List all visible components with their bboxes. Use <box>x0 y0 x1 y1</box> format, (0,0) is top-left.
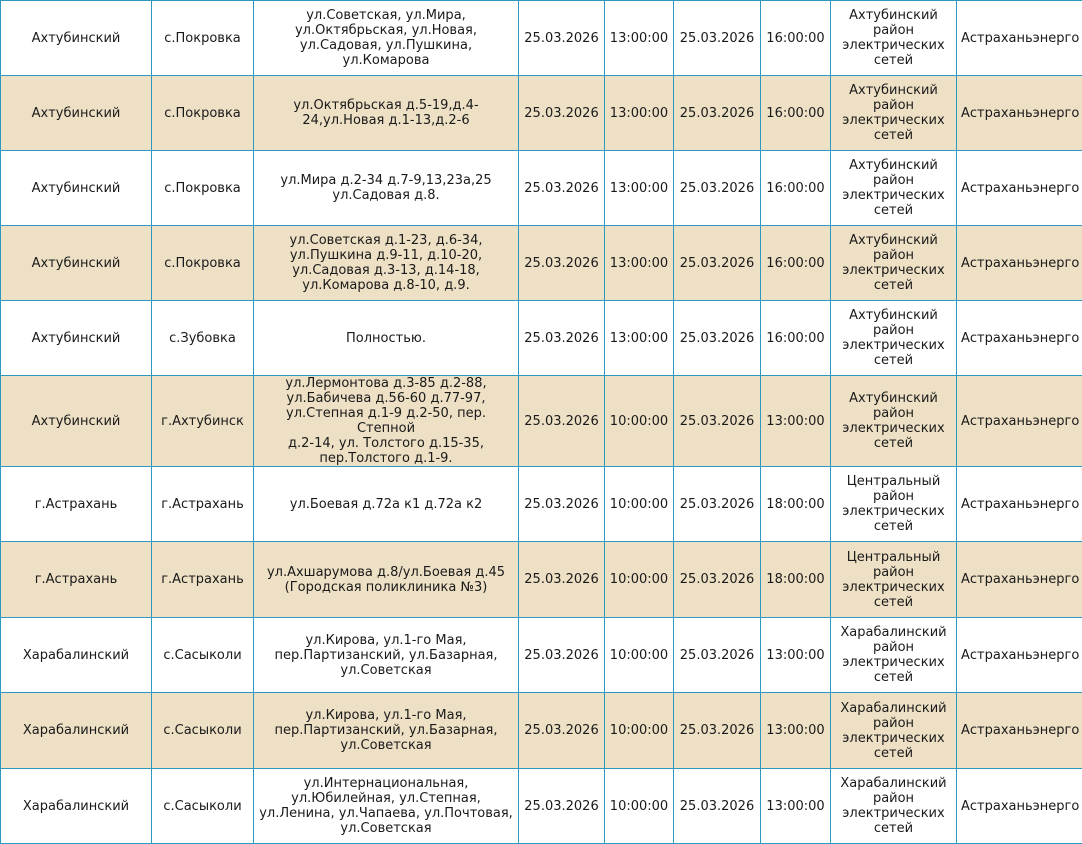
company-cell: Астраханьэнерго <box>957 76 1082 151</box>
streets-line: (Городская поликлиника №3) <box>258 580 514 595</box>
network-line: Ахтубинский <box>835 8 952 23</box>
start-time-cell: 13:00:00 <box>605 76 674 151</box>
settlement-cell: с.Покровка <box>152 1 254 76</box>
start-date-cell: 25.03.2026 <box>519 301 605 376</box>
network-cell <box>831 76 957 151</box>
network-line: район <box>835 173 952 188</box>
start-date-cell: 25.03.2026 <box>519 226 605 301</box>
company-cell: Астраханьэнерго <box>957 376 1082 467</box>
network-line: район <box>835 489 952 504</box>
company-cell: Астраханьэнерго <box>957 151 1082 226</box>
start-date-cell: 25.03.2026 <box>519 769 605 844</box>
start-date-cell: 25.03.2026 <box>519 151 605 226</box>
table-row <box>1 376 1082 467</box>
district-cell: г.Астрахань <box>1 467 152 542</box>
start-date-cell: 25.03.2026 <box>519 542 605 618</box>
table-row <box>1 301 1082 376</box>
table-row <box>1 542 1082 618</box>
network-line: район <box>835 565 952 580</box>
network-line: район <box>835 791 952 806</box>
start-time-cell: 10:00:00 <box>605 693 674 769</box>
streets-line: ул.Комарова д.8-10, д.9. <box>258 278 514 293</box>
network-line: сетей <box>835 436 952 451</box>
streets-line: ул.Лермонтова д.3-85 д.2-88, <box>258 376 514 391</box>
start-date-cell: 25.03.2026 <box>519 618 605 693</box>
end-time-cell: 16:00:00 <box>761 76 831 151</box>
network-line: сетей <box>835 128 952 143</box>
network-line: сетей <box>835 670 952 685</box>
table-row <box>1 226 1082 301</box>
end-time-cell: 18:00:00 <box>761 467 831 542</box>
start-time-cell: 10:00:00 <box>605 467 674 542</box>
network-line: Ахтубинский <box>835 308 952 323</box>
network-line: электрических <box>835 38 952 53</box>
network-line: район <box>835 98 952 113</box>
end-date-cell: 25.03.2026 <box>674 467 761 542</box>
network-line: сетей <box>835 278 952 293</box>
network-line: Ахтубинский <box>835 83 952 98</box>
streets-cell <box>254 151 519 226</box>
end-date-cell: 25.03.2026 <box>674 769 761 844</box>
start-time-cell: 13:00:00 <box>605 226 674 301</box>
start-date-cell: 25.03.2026 <box>519 76 605 151</box>
streets-cell <box>254 693 519 769</box>
streets-cell <box>254 467 519 542</box>
network-line: электрических <box>835 113 952 128</box>
end-time-cell: 13:00:00 <box>761 693 831 769</box>
streets-line: Полностью. <box>258 331 514 346</box>
start-time-cell: 10:00:00 <box>605 376 674 467</box>
streets-line: ул.Бабичева д.56-60 д.77-97, <box>258 391 514 406</box>
streets-line: ул.Ахшарумова д.8/ул.Боевая д.45 <box>258 565 514 580</box>
network-line: район <box>835 323 952 338</box>
streets-line: пер.Толстого д.1-9. <box>258 451 514 466</box>
end-time-cell: 16:00:00 <box>761 226 831 301</box>
district-cell: Ахтубинский <box>1 376 152 467</box>
streets-cell <box>254 301 519 376</box>
settlement-cell: с.Зубовка <box>152 301 254 376</box>
streets-line: ул.Кирова, ул.1-го Мая, <box>258 708 514 723</box>
settlement-cell: с.Сасыколи <box>152 618 254 693</box>
settlement-cell: с.Покровка <box>152 76 254 151</box>
streets-line: ул.Советская <box>258 663 514 678</box>
table-row <box>1 769 1082 844</box>
network-line: сетей <box>835 353 952 368</box>
network-cell <box>831 769 957 844</box>
end-date-cell: 25.03.2026 <box>674 226 761 301</box>
table-row <box>1 693 1082 769</box>
network-line: Харабалинский <box>835 625 952 640</box>
network-line: электрических <box>835 188 952 203</box>
streets-line: ул.Кирова, ул.1-го Мая, <box>258 633 514 648</box>
network-cell <box>831 376 957 467</box>
network-cell <box>831 301 957 376</box>
network-line: район <box>835 23 952 38</box>
start-time-cell: 10:00:00 <box>605 618 674 693</box>
network-cell <box>831 542 957 618</box>
streets-line: ул.Боевая д.72а к1 д.72а к2 <box>258 497 514 512</box>
streets-line: ул.Советская д.1-23, д.6-34, <box>258 233 514 248</box>
network-line: сетей <box>835 746 952 761</box>
district-cell: Ахтубинский <box>1 301 152 376</box>
outage-rows <box>1 1 1082 844</box>
end-date-cell: 25.03.2026 <box>674 301 761 376</box>
start-date-cell: 25.03.2026 <box>519 467 605 542</box>
district-cell: Харабалинский <box>1 618 152 693</box>
network-line: Центральный <box>835 550 952 565</box>
company-cell: Астраханьэнерго <box>957 226 1082 301</box>
network-line: Ахтубинский <box>835 233 952 248</box>
network-line: сетей <box>835 595 952 610</box>
start-date-cell: 25.03.2026 <box>519 376 605 467</box>
settlement-cell: г.Астрахань <box>152 467 254 542</box>
end-time-cell: 16:00:00 <box>761 1 831 76</box>
streets-line: ул.Садовая, ул.Пушкина, <box>258 38 514 53</box>
end-date-cell: 25.03.2026 <box>674 151 761 226</box>
end-time-cell: 13:00:00 <box>761 618 831 693</box>
end-date-cell: 25.03.2026 <box>674 618 761 693</box>
network-line: Ахтубинский <box>835 158 952 173</box>
network-line: электрических <box>835 504 952 519</box>
network-line: электрических <box>835 421 952 436</box>
end-time-cell: 18:00:00 <box>761 542 831 618</box>
start-time-cell: 13:00:00 <box>605 1 674 76</box>
settlement-cell: с.Сасыколи <box>152 769 254 844</box>
network-line: район <box>835 248 952 263</box>
settlement-cell: с.Покровка <box>152 226 254 301</box>
network-cell <box>831 618 957 693</box>
district-cell: Харабалинский <box>1 769 152 844</box>
company-cell: Астраханьэнерго <box>957 301 1082 376</box>
end-time-cell: 13:00:00 <box>761 376 831 467</box>
company-cell: Астраханьэнерго <box>957 1 1082 76</box>
network-cell <box>831 1 957 76</box>
streets-line: ул.Садовая д.3-13, д.14-18, <box>258 263 514 278</box>
end-date-cell: 25.03.2026 <box>674 1 761 76</box>
streets-line: ул.Степная д.1-9 д.2-50, пер. Степной <box>258 406 514 436</box>
table-row <box>1 151 1082 226</box>
settlement-cell: с.Сасыколи <box>152 693 254 769</box>
end-date-cell: 25.03.2026 <box>674 76 761 151</box>
company-cell: Астраханьэнерго <box>957 693 1082 769</box>
end-time-cell: 13:00:00 <box>761 769 831 844</box>
network-cell <box>831 151 957 226</box>
streets-line: ул.Мира д.2-34 д.7-9,13,23а,25 <box>258 173 514 188</box>
streets-line: ул.Комарова <box>258 53 514 68</box>
network-line: электрических <box>835 580 952 595</box>
streets-line: ул.Октябрьская, ул.Новая, <box>258 23 514 38</box>
network-cell <box>831 467 957 542</box>
network-line: электрических <box>835 655 952 670</box>
streets-line: ул.Юбилейная, ул.Степная, <box>258 791 514 806</box>
network-line: электрических <box>835 263 952 278</box>
network-line: Харабалинский <box>835 701 952 716</box>
end-time-cell: 16:00:00 <box>761 151 831 226</box>
table-row <box>1 1 1082 76</box>
streets-cell <box>254 226 519 301</box>
end-time-cell: 16:00:00 <box>761 301 831 376</box>
district-cell: Ахтубинский <box>1 76 152 151</box>
streets-cell <box>254 618 519 693</box>
streets-cell <box>254 1 519 76</box>
company-cell: Астраханьэнерго <box>957 467 1082 542</box>
streets-line: ул.Ленина, ул.Чапаева, ул.Почтовая, <box>258 806 514 821</box>
streets-cell <box>254 76 519 151</box>
district-cell: Ахтубинский <box>1 1 152 76</box>
table-row <box>1 76 1082 151</box>
settlement-cell: с.Покровка <box>152 151 254 226</box>
settlement-cell: г.Ахтубинск <box>152 376 254 467</box>
settlement-cell: г.Астрахань <box>152 542 254 618</box>
district-cell: Ахтубинский <box>1 226 152 301</box>
streets-line: ул.Октябрьская д.5-19,д.4- <box>258 98 514 113</box>
streets-line: пер.Партизанский, ул.Базарная, <box>258 648 514 663</box>
streets-cell <box>254 376 519 467</box>
start-time-cell: 10:00:00 <box>605 542 674 618</box>
table-row <box>1 618 1082 693</box>
network-line: электрических <box>835 338 952 353</box>
streets-line: ул.Советская <box>258 738 514 753</box>
network-line: электрических <box>835 731 952 746</box>
start-time-cell: 13:00:00 <box>605 301 674 376</box>
streets-line: ул.Советская, ул.Мира, <box>258 8 514 23</box>
start-time-cell: 13:00:00 <box>605 151 674 226</box>
network-line: Харабалинский <box>835 776 952 791</box>
network-line: Ахтубинский <box>835 391 952 406</box>
start-date-cell: 25.03.2026 <box>519 1 605 76</box>
network-line: Центральный <box>835 474 952 489</box>
streets-line: пер.Партизанский, ул.Базарная, <box>258 723 514 738</box>
district-cell: Харабалинский <box>1 693 152 769</box>
end-date-cell: 25.03.2026 <box>674 542 761 618</box>
end-date-cell: 25.03.2026 <box>674 376 761 467</box>
start-time-cell: 10:00:00 <box>605 769 674 844</box>
start-date-cell: 25.03.2026 <box>519 693 605 769</box>
network-line: сетей <box>835 53 952 68</box>
table-row <box>1 467 1082 542</box>
streets-cell <box>254 542 519 618</box>
streets-line: 24,ул.Новая д.1-13,д.2-6 <box>258 113 514 128</box>
network-line: электрических <box>835 806 952 821</box>
streets-line: ул.Советская <box>258 821 514 836</box>
network-line: район <box>835 406 952 421</box>
network-line: район <box>835 640 952 655</box>
company-cell: Астраханьэнерго <box>957 769 1082 844</box>
network-line: сетей <box>835 519 952 534</box>
streets-line: ул.Садовая д.8. <box>258 188 514 203</box>
company-cell: Астраханьэнерго <box>957 618 1082 693</box>
streets-line: д.2-14, ул. Толстого д.15-35, <box>258 436 514 451</box>
network-line: район <box>835 716 952 731</box>
streets-cell <box>254 769 519 844</box>
network-cell <box>831 226 957 301</box>
network-cell <box>831 693 957 769</box>
streets-line: ул.Пушкина д.9-11, д.10-20, <box>258 248 514 263</box>
district-cell: Ахтубинский <box>1 151 152 226</box>
company-cell: Астраханьэнерго <box>957 542 1082 618</box>
district-cell: г.Астрахань <box>1 542 152 618</box>
network-line: сетей <box>835 821 952 836</box>
end-date-cell: 25.03.2026 <box>674 693 761 769</box>
network-line: сетей <box>835 203 952 218</box>
streets-line: ул.Интернациональная, <box>258 776 514 791</box>
